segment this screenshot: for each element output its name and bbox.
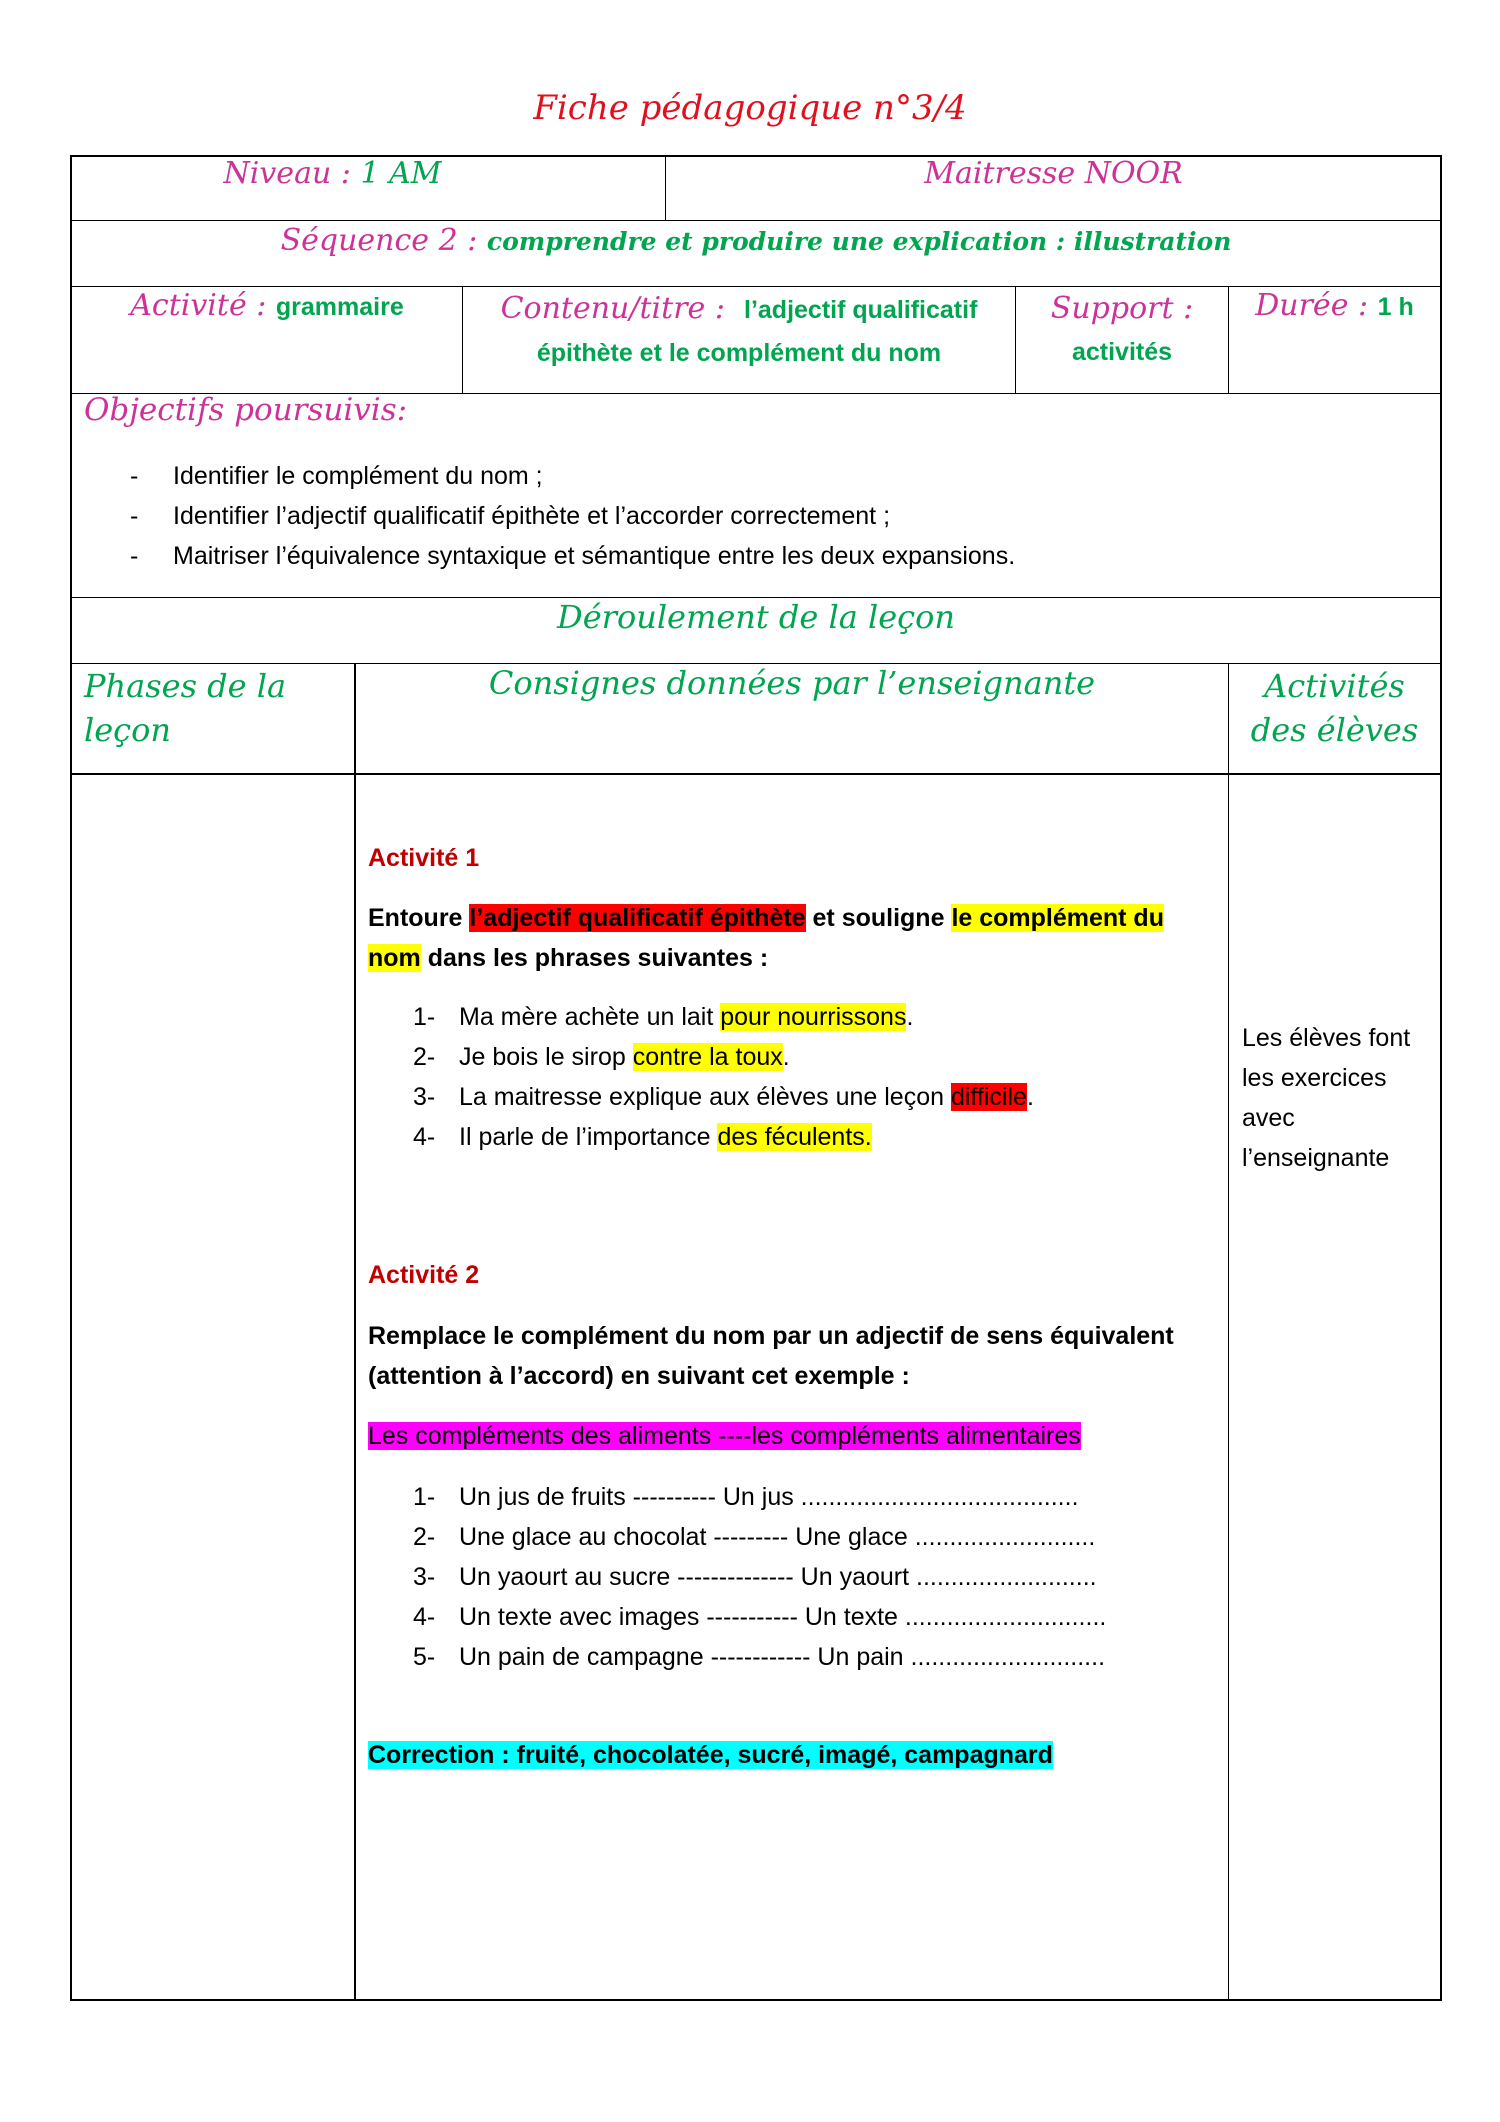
duree-value: 1 h	[1377, 293, 1414, 321]
activite1-instruction: Entoure l’adjectif qualificatif épithète et souligne le complément du nom dans les phrases suivantes :	[368, 904, 1164, 972]
page-title: Fiche pédagogique n°3/4	[533, 88, 967, 128]
list-item: 2- Je bois le sirop contre la toux.	[413, 1043, 790, 1071]
list-item: 4- Un texte avec images ----------- Un texte .............................	[413, 1603, 1107, 1631]
objectif-item: - Maitriser l’équivalence syntaxique et sémantique entre les deux expansions.	[130, 542, 1016, 570]
niveau-value: 1 AM	[360, 156, 442, 191]
objectifs-heading: Objectifs poursuivis:	[84, 392, 408, 428]
support-cell	[1016, 288, 1228, 373]
activite2-instruction: Remplace le complément du nom par un adjectif de sens équivalent (attention à l’accord) en suivant cet exemple :	[368, 1322, 1174, 1390]
activite2-example: Les compléments des aliments ----les compléments alimentaires	[368, 1422, 1081, 1450]
col-consignes-header: Consignes données par l’enseignante	[488, 664, 1096, 702]
contenu-value-2: épithète et le complément du nom	[536, 339, 942, 367]
objectif-item: - Identifier le complément du nom ;	[130, 462, 543, 490]
list-item: 2- Une glace au chocolat --------- Une glace ..........................	[413, 1523, 1096, 1551]
row-divider	[70, 286, 1442, 287]
activite1-list	[413, 997, 1034, 1157]
col-phases-header: Phases de la leçon	[84, 667, 287, 749]
list-item: 1- Ma mère achète un lait pour nourrissons.	[413, 1003, 914, 1031]
deroulement-heading: Déroulement de la leçon	[557, 598, 955, 636]
contenu-value-1: l’adjectif qualificatif	[744, 296, 978, 324]
activite-label: Activité :	[130, 288, 267, 323]
row-divider	[70, 220, 1442, 221]
teacher-name: Maitresse NOOR	[924, 156, 1183, 191]
activite2-title: Activité 2	[368, 1261, 480, 1289]
contenu-cell	[463, 288, 1015, 374]
list-item: 5- Un pain de campagne ------------ Un pain ............................	[413, 1643, 1106, 1671]
objectif-item: - Identifier l’adjectif qualificatif épithète et l’accorder correctement ;	[130, 502, 891, 530]
activite2-list	[413, 1477, 1106, 1677]
list-item: 3- La maitresse explique aux élèves une leçon difficile.	[413, 1083, 1034, 1111]
table-border-bottom	[70, 1999, 1442, 2001]
support-label: Support :	[1050, 291, 1194, 326]
support-value: activités	[1071, 338, 1173, 366]
contenu-label: Contenu/titre :	[500, 291, 725, 326]
col-eleves-header: Activités des élèves	[1250, 667, 1419, 749]
list-item: 3- Un yaourt au sucre -------------- Un yaourt ..........................	[413, 1563, 1097, 1591]
correction: Correction : fruité, chocolatée, sucré, imagé, campagnard	[368, 1741, 1053, 1769]
duree-label: Durée :	[1255, 288, 1369, 323]
activite-cell	[72, 288, 462, 323]
sequence-cell	[70, 223, 1442, 258]
duree-cell	[1229, 288, 1440, 323]
col-divider	[1228, 663, 1229, 2000]
activite-value: grammaire	[275, 293, 404, 321]
eleves-activity: Les élèves font les exercices avec l’enseignante	[1242, 1024, 1411, 1172]
col-divider	[354, 663, 356, 2000]
niveau-cell	[70, 156, 665, 191]
activite1-title: Activité 1	[368, 844, 480, 872]
sequence-value: comprendre et produire une explication : illustration	[486, 227, 1232, 256]
list-item: 4- Il parle de l’importance des féculents.	[413, 1123, 872, 1151]
row-divider	[70, 773, 1442, 775]
list-item: 1- Un jus de fruits ---------- Un jus ........................................	[413, 1483, 1079, 1511]
sequence-label: Séquence 2 :	[280, 223, 478, 258]
table-border-left	[70, 155, 72, 2001]
table-border-right	[1440, 155, 1442, 2001]
objectifs-list	[130, 456, 1015, 576]
niveau-label: Niveau :	[223, 156, 351, 191]
